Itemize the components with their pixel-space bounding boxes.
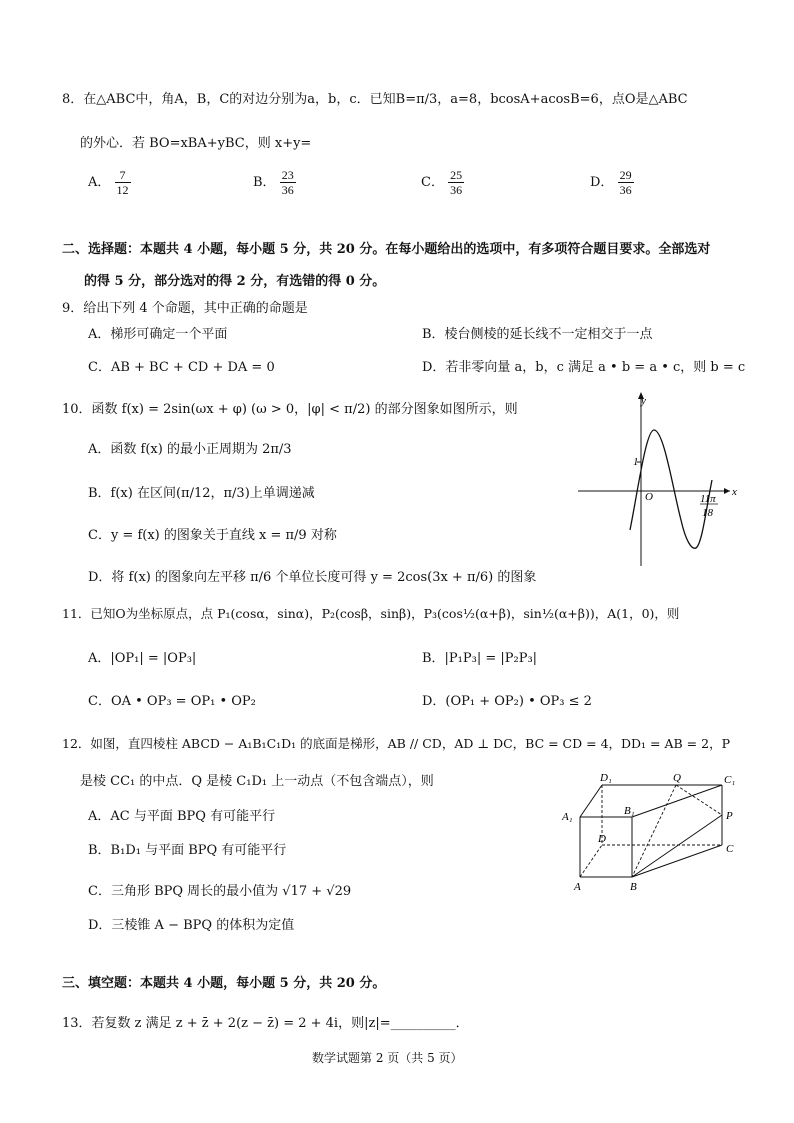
graph-tick-den: 18 [702, 507, 713, 519]
q10-sine-graph [578, 390, 738, 566]
section3-heading: 三、填空题：本题共 4 小题，每小题 5 分，共 20 分。 [62, 976, 386, 991]
q11-option-a: A．|OP₁| = |OP₃| [88, 651, 197, 666]
q11-stem: 11．已知O为坐标原点，点 P₁(cosα，sinα)，P₂(cosβ，sinβ)，P₃(cos½(α+β)，sin½(α+β))，A(1，0)，则 [62, 606, 680, 621]
graph-x-arrow [724, 488, 730, 494]
q10-option-d: D．将 f(x) 的图象向左平移 π/6 个单位长度可得 y = 2cos(3x + π/6) 的图象 [88, 570, 537, 585]
q13-text: 13．若复数 z 满足 z + z̄ + 2(z − z̄) = 2 + 4i，则|z|=__________． [62, 1016, 469, 1031]
label-B1: B₁ [624, 805, 635, 817]
label-P: P [726, 810, 733, 822]
q8-line2: 的外心．若 BO=xBA+yBC，则 x+y= [80, 136, 312, 151]
edge-QP-hidden [676, 785, 722, 815]
q11-option-b: B．|P₁P₃| = |P₂P₃| [422, 651, 538, 666]
q9-option-d: D．若非零向量 a，b，c 满足 a • b = a • c，则 b = c [422, 360, 746, 375]
q10-option-a: A．函数 f(x) 的最小正周期为 2π/3 [88, 442, 292, 457]
graph-x-label: x [732, 486, 737, 498]
label-C1: C₁ [724, 774, 736, 786]
page-footer: 数学试题第 2 页（共 5 页） [312, 1051, 463, 1065]
graph-tick-num: 11π [700, 493, 716, 505]
graph-y-label: y [641, 395, 646, 407]
q12-line2: 是棱 CC₁ 的中点．Q 是棱 C₁D₁ 上一动点（不包含端点），则 [80, 774, 434, 789]
q12-option-c: C．三角形 BPQ 周长的最小值为 √17 + √29 [88, 884, 352, 899]
q8-option-d: D． $\frac{29}{36}$ [590, 168, 632, 197]
label-B: B [630, 881, 637, 893]
q10-stem: 10．函数 f(x) = 2sin(ωx + φ) (ω > 0，|φ| < π/2) 的部分图象如图所示，则 [62, 402, 518, 417]
q9-stem: 9．给出下列 4 个命题，其中正确的命题是 [62, 301, 308, 316]
q9-option-b: B．棱台侧棱的延长线不一定相交于一点 [422, 327, 653, 342]
q8-line1: 8．在△ABC中，角A，B，C的对边分别为a，b，c．已知B=π/3，a=8，bcosA+acosB=6，点O是△ABC [62, 92, 688, 107]
q12-option-b: B．B₁D₁ 与平面 BPQ 有可能平行 [88, 843, 287, 858]
label-A1: A₁ [562, 811, 573, 823]
q11-option-d: D．(OP₁ + OP₂) • OP₃ ≤ 2 [422, 694, 592, 709]
section2-line1: 二、选择题：本题共 4 小题，每小题 5 分，共 20 分。在每小题给出的选项中，有多项符合题目要求。全部选对 [62, 242, 711, 257]
label-Q: Q [673, 772, 681, 784]
q8-option-c: C． $\frac{25}{36}$ [421, 168, 463, 197]
edge-A1D1 [580, 785, 602, 817]
q12-option-d: D．三棱锥 A − BPQ 的体积为定值 [88, 918, 295, 933]
section2-line2: 的得 5 分，部分选对的得 2 分，有选错的得 0 分。 [84, 274, 386, 289]
edge-B1C1 [632, 785, 722, 817]
q11-option-c: C．OA • OP₃ = OP₁ • OP₂ [88, 694, 256, 709]
graph-one-label: 1 [633, 456, 639, 468]
q12-line1: 12．如图，直四棱柱 ABCD − A₁B₁C₁D₁ 的底面是梯形，AB // CD，AD ⊥ DC，BC = CD = 4，DD₁ = AB = 2，P [62, 736, 730, 751]
q9-option-c: C．AB + BC + CD + DA = 0 [88, 360, 275, 375]
label-D: D [598, 833, 606, 845]
q8-option-b: B． $\frac{23}{36}$ [253, 168, 294, 197]
label-C: C [726, 843, 734, 855]
graph-origin-label: O [645, 491, 653, 503]
graph-curve [630, 430, 712, 548]
q9-option-a: A．梯形可确定一个平面 [88, 327, 228, 342]
q8-option-a: A． $\frac{7}{12}$ [88, 168, 129, 197]
label-D1: D₁ [600, 772, 612, 784]
label-A: A [574, 881, 581, 893]
q10-option-c: C．y = f(x) 的图象关于直线 x = π/9 对称 [88, 528, 337, 543]
q12-option-a: A．AC 与平面 BPQ 有可能平行 [88, 809, 276, 824]
edge-BP [632, 815, 722, 877]
q10-option-b: B．f(x) 在区间(π/12，π/3)上单调递减 [88, 486, 315, 501]
edge-AD-hidden [580, 845, 602, 877]
q12-prism-figure [560, 770, 750, 894]
